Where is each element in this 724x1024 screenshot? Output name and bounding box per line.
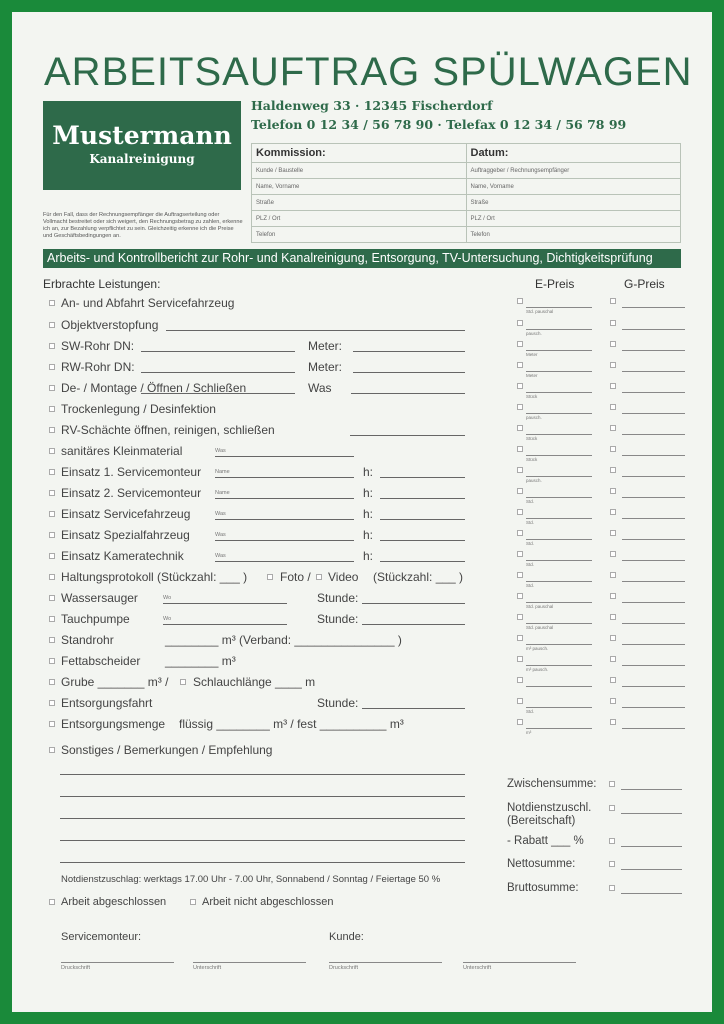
e-price-checkbox[interactable] bbox=[517, 467, 523, 473]
e-price-checkbox[interactable] bbox=[517, 677, 523, 683]
e-price-heading: E-Preis bbox=[535, 277, 575, 291]
photo-label: Foto / bbox=[280, 570, 311, 584]
service-label: Tauchpumpe bbox=[61, 612, 130, 626]
g-price-checkbox[interactable] bbox=[610, 677, 616, 683]
service-label: Standrohr bbox=[61, 633, 114, 647]
service-detail-caption: Wo bbox=[163, 616, 172, 622]
subtotal-checkbox[interactable] bbox=[609, 781, 615, 787]
service-checkbox[interactable] bbox=[49, 343, 55, 349]
g-price-line[interactable] bbox=[622, 350, 685, 351]
service-label: SW-Rohr DN: bbox=[61, 339, 135, 353]
g-price-line[interactable] bbox=[622, 623, 685, 624]
service-quantity-line[interactable] bbox=[362, 708, 465, 709]
service-inline-field[interactable]: ________ m³ (Verband: _______________ ) bbox=[165, 633, 402, 647]
service-technician-label: Servicemonteur: bbox=[61, 931, 142, 943]
service-row bbox=[12, 548, 712, 568]
discount-checkbox[interactable] bbox=[609, 838, 615, 844]
technician-sign-caption: Unterschrift bbox=[193, 965, 222, 971]
surcharge-line[interactable] bbox=[621, 813, 682, 814]
g-price-line[interactable] bbox=[622, 307, 685, 308]
service-row bbox=[12, 464, 712, 484]
subtotal-line[interactable] bbox=[621, 789, 682, 790]
e-price-checkbox[interactable] bbox=[517, 320, 523, 326]
service-checkbox[interactable] bbox=[49, 490, 55, 496]
e-price-unit: Meter bbox=[526, 373, 538, 378]
service-row bbox=[12, 443, 712, 463]
customer-print-caption: Druckschrift bbox=[329, 965, 359, 971]
logo-subtitle: Kanalreinigung bbox=[89, 152, 195, 166]
g-price-checkbox[interactable] bbox=[610, 635, 616, 641]
service-detail-caption: Was bbox=[215, 532, 226, 538]
service-quantity-line[interactable] bbox=[362, 624, 465, 625]
discount-label: - Rabatt ___ % bbox=[507, 835, 584, 847]
service-inline-field[interactable]: ________ m³ bbox=[165, 654, 236, 668]
e-price-unit: Std. bbox=[526, 520, 535, 525]
customer-sign-caption: Unterschrift bbox=[463, 965, 492, 971]
g-price-checkbox[interactable] bbox=[610, 383, 616, 389]
e-price-checkbox[interactable] bbox=[517, 593, 523, 599]
e-price-unit: m³ pausch. bbox=[526, 646, 549, 651]
video-label: Video bbox=[328, 570, 359, 584]
remark-line[interactable] bbox=[60, 862, 465, 863]
e-price-line[interactable] bbox=[526, 560, 592, 561]
client-street-field[interactable]: Straße bbox=[466, 195, 681, 211]
remark-line[interactable] bbox=[60, 774, 465, 775]
e-price-line[interactable] bbox=[526, 497, 592, 498]
service-quantity-line[interactable] bbox=[380, 540, 465, 541]
service-detail-line[interactable] bbox=[215, 519, 354, 520]
g-price-line[interactable] bbox=[622, 686, 685, 687]
e-price-checkbox[interactable] bbox=[517, 404, 523, 410]
service-quantity-label: Stunde: bbox=[317, 591, 359, 605]
service-checkbox[interactable] bbox=[49, 595, 55, 601]
service-detail-caption: Was bbox=[215, 553, 226, 559]
e-price-unit: pausch. bbox=[526, 415, 542, 420]
service-label: sanitäres Kleinmaterial bbox=[61, 444, 183, 458]
commission-field[interactable]: Kommission: bbox=[252, 144, 467, 163]
service-row bbox=[12, 590, 712, 610]
emergency-surcharge-note: Notdienstzuschlag: werktags 17.00 Uhr - 7.00 Uhr, Sonnabend / Sonntag / Feiertage 50 % bbox=[61, 874, 441, 885]
g-price-line[interactable] bbox=[622, 392, 685, 393]
e-price-unit: Meter bbox=[526, 352, 538, 357]
customer-street-field[interactable]: Straße bbox=[252, 195, 467, 211]
e-price-checkbox[interactable] bbox=[517, 425, 523, 431]
date-field[interactable]: Datum: bbox=[466, 144, 681, 163]
g-price-checkbox[interactable] bbox=[610, 698, 616, 704]
g-price-line[interactable] bbox=[622, 413, 685, 414]
service-row bbox=[12, 716, 712, 736]
e-price-unit: Std. bbox=[526, 562, 535, 567]
company-logo bbox=[43, 101, 241, 190]
e-price-checkbox[interactable] bbox=[517, 572, 523, 578]
service-quantity-line[interactable] bbox=[380, 477, 465, 478]
service-quantity-label: Meter: bbox=[308, 360, 343, 374]
service-row bbox=[12, 401, 712, 421]
net-total-label: Nettosumme: bbox=[507, 858, 576, 870]
g-price-line[interactable] bbox=[622, 371, 685, 372]
g-price-line[interactable] bbox=[622, 497, 685, 498]
e-price-line[interactable] bbox=[526, 350, 592, 351]
e-price-checkbox[interactable] bbox=[517, 656, 523, 662]
service-checkbox[interactable] bbox=[49, 721, 55, 727]
service-dn-line[interactable] bbox=[141, 351, 295, 352]
service-label: Einsatz Kameratechnik bbox=[61, 549, 184, 563]
g-price-checkbox[interactable] bbox=[610, 446, 616, 452]
net-total-checkbox[interactable] bbox=[609, 861, 615, 867]
e-price-unit: Std. bbox=[526, 583, 535, 588]
service-checkbox[interactable] bbox=[49, 448, 55, 454]
technician-print-caption: Druckschrift bbox=[61, 965, 91, 971]
e-price-checkbox[interactable] bbox=[517, 298, 523, 304]
e-price-unit: Stück bbox=[526, 394, 538, 399]
g-price-line[interactable] bbox=[622, 329, 685, 330]
e-price-unit: Std. pauschal bbox=[526, 625, 554, 630]
discount-line[interactable] bbox=[621, 846, 682, 847]
e-price-checkbox[interactable] bbox=[517, 551, 523, 557]
service-label: Haltungsprotokoll (Stückzahl: ___ ) bbox=[61, 570, 248, 584]
service-label: Einsatz Spezialfahrzeug bbox=[61, 528, 190, 542]
service-label: Sonstiges / Bemerkungen / Empfehlung bbox=[61, 743, 273, 757]
client-zip-field[interactable]: PLZ / Ort bbox=[466, 211, 681, 227]
video-checkbox[interactable] bbox=[316, 574, 322, 580]
client-info-table bbox=[251, 143, 681, 243]
client-field[interactable]: Auftraggeber / Rechnungsempfänger bbox=[466, 163, 681, 179]
g-price-checkbox[interactable] bbox=[610, 467, 616, 473]
service-row bbox=[12, 569, 712, 589]
work-not-completed-label: Arbeit nicht abgeschlossen bbox=[202, 896, 334, 908]
e-price-line[interactable] bbox=[526, 434, 592, 435]
service-quantity-label: h: bbox=[363, 528, 374, 542]
service-label: Trockenlegung / Desinfektion bbox=[61, 402, 216, 416]
e-price-line[interactable] bbox=[526, 455, 592, 456]
service-detail-line[interactable] bbox=[350, 435, 465, 436]
service-row bbox=[12, 317, 712, 337]
disclaimer-text: Für den Fall, dass der Rechnungsempfänger die Auftragserteilung oder Vollmacht bestreitet oder sich weigert, den Rechnungsbetrag zu zahlen, erkenne ich an, zur Bezahlung verpflichtet zu sein. Gleichzeitig erkenne ich die Preise und Geschäftsbedingungen an. bbox=[43, 212, 243, 239]
service-checkbox[interactable] bbox=[49, 658, 55, 664]
e-price-unit: Std. bbox=[526, 709, 535, 714]
e-price-checkbox[interactable] bbox=[517, 635, 523, 641]
service-label: De- / Montage / Öffnen / Schließen bbox=[61, 381, 247, 395]
g-price-line[interactable] bbox=[622, 539, 685, 540]
surcharge-checkbox[interactable] bbox=[609, 805, 615, 811]
service-label: Entsorgungsmenge bbox=[61, 717, 166, 731]
service-checkbox[interactable] bbox=[49, 322, 55, 328]
service-row bbox=[12, 422, 712, 442]
service-checkbox[interactable] bbox=[49, 511, 55, 517]
g-price-checkbox[interactable] bbox=[610, 488, 616, 494]
e-price-line[interactable] bbox=[526, 728, 592, 729]
g-price-checkbox[interactable] bbox=[610, 320, 616, 326]
service-label: Entsorgungsfahrt bbox=[61, 696, 153, 710]
e-price-checkbox[interactable] bbox=[517, 530, 523, 536]
service-label: Objektverstopfung bbox=[61, 318, 159, 332]
e-price-line[interactable] bbox=[526, 392, 592, 393]
e-price-unit: Std. pauschal bbox=[526, 604, 554, 609]
remark-line[interactable] bbox=[60, 796, 465, 797]
e-price-line[interactable] bbox=[526, 581, 592, 582]
e-price-checkbox[interactable] bbox=[517, 341, 523, 347]
work-completed-label: Arbeit abgeschlossen bbox=[61, 896, 167, 908]
service-label: Grube _______ m³ / bbox=[61, 675, 169, 689]
service-label: Einsatz 1. Servicemonteur bbox=[61, 465, 202, 479]
service-dn-line[interactable] bbox=[141, 393, 295, 394]
technician-print-line[interactable] bbox=[61, 962, 174, 963]
service-detail-caption: Name bbox=[215, 490, 230, 496]
remark-line[interactable] bbox=[60, 818, 465, 819]
service-detail-line[interactable] bbox=[215, 477, 354, 478]
service-detail-caption: Wo bbox=[163, 595, 172, 601]
service-checkbox[interactable] bbox=[49, 427, 55, 433]
customer-print-line[interactable] bbox=[329, 962, 442, 963]
e-price-unit: m³ pausch. bbox=[526, 667, 549, 672]
service-row bbox=[12, 632, 712, 652]
e-price-unit: pausch. bbox=[526, 331, 542, 336]
service-quantity-label: Stunde: bbox=[317, 696, 359, 710]
gross-total-line[interactable] bbox=[621, 893, 682, 894]
hose-length-field[interactable]: Schlauchlänge ____ m bbox=[193, 675, 316, 689]
net-total-line[interactable] bbox=[621, 869, 682, 870]
e-price-line[interactable] bbox=[526, 518, 592, 519]
service-checkbox[interactable] bbox=[49, 747, 55, 753]
e-price-checkbox[interactable] bbox=[517, 488, 523, 494]
service-row bbox=[12, 338, 712, 358]
service-row bbox=[12, 380, 712, 400]
video-count-field[interactable]: (Stückzahl: ___ ) bbox=[373, 570, 464, 584]
e-price-line[interactable] bbox=[526, 665, 592, 666]
customer-label: Kunde: bbox=[329, 931, 364, 943]
g-price-line[interactable] bbox=[622, 518, 685, 519]
e-price-line[interactable] bbox=[526, 707, 592, 708]
customer-site-field[interactable]: Kunde / Baustelle bbox=[252, 163, 467, 179]
g-price-line[interactable] bbox=[622, 455, 685, 456]
service-detail-line[interactable] bbox=[163, 624, 287, 625]
service-quantity-line[interactable] bbox=[351, 393, 465, 394]
service-label: Einsatz Servicefahrzeug bbox=[61, 507, 191, 521]
g-price-line[interactable] bbox=[622, 728, 685, 729]
hose-length-checkbox[interactable] bbox=[180, 679, 186, 685]
service-label: Fettabscheider bbox=[61, 654, 141, 668]
service-detail-line[interactable] bbox=[166, 330, 465, 331]
service-row bbox=[12, 295, 712, 315]
client-name-field[interactable]: Name, Vorname bbox=[466, 179, 681, 195]
e-price-line[interactable] bbox=[526, 307, 592, 308]
service-row bbox=[12, 359, 712, 379]
customer-phone-field[interactable]: Telefon bbox=[252, 227, 467, 243]
e-price-checkbox[interactable] bbox=[517, 698, 523, 704]
e-price-line[interactable] bbox=[526, 476, 592, 477]
service-detail-line[interactable] bbox=[163, 603, 287, 604]
g-price-line[interactable] bbox=[622, 602, 685, 603]
e-price-unit: Std. bbox=[526, 541, 535, 546]
surcharge-label: Notdienstzuschl. (Bereitschaft) bbox=[507, 802, 592, 827]
g-price-checkbox[interactable] bbox=[610, 719, 616, 725]
g-price-line[interactable] bbox=[622, 434, 685, 435]
e-price-line[interactable] bbox=[526, 329, 592, 330]
service-dn-line[interactable] bbox=[141, 372, 295, 373]
service-checkbox[interactable] bbox=[49, 385, 55, 391]
g-price-checkbox[interactable] bbox=[610, 572, 616, 578]
service-checkbox[interactable] bbox=[49, 616, 55, 622]
service-quantity-line[interactable] bbox=[380, 498, 465, 499]
report-banner: Arbeits- und Kontrollbericht zur Rohr- und Kanalreinigung, Entsorgung, TV-Untersuchung, Dichtigkeitsprüfung bbox=[43, 249, 681, 268]
service-detail-line[interactable] bbox=[215, 540, 354, 541]
service-detail-line[interactable] bbox=[215, 456, 354, 457]
service-label: Einsatz 2. Servicemonteur bbox=[61, 486, 202, 500]
service-checkbox[interactable] bbox=[49, 406, 55, 412]
e-price-checkbox[interactable] bbox=[517, 719, 523, 725]
gross-total-checkbox[interactable] bbox=[609, 885, 615, 891]
service-inline-field[interactable]: flüssig ________ m³ / fest __________ m³ bbox=[179, 717, 404, 731]
e-price-checkbox[interactable] bbox=[517, 446, 523, 452]
e-price-unit: Std. pauschal bbox=[526, 309, 554, 314]
g-price-checkbox[interactable] bbox=[610, 614, 616, 620]
g-price-checkbox[interactable] bbox=[610, 425, 616, 431]
service-checkbox[interactable] bbox=[49, 364, 55, 370]
service-checkbox[interactable] bbox=[49, 532, 55, 538]
service-row bbox=[12, 506, 712, 526]
service-row bbox=[12, 653, 712, 673]
e-price-line[interactable] bbox=[526, 623, 592, 624]
service-label: RV-Schächte öffnen, reinigen, schließen bbox=[61, 423, 275, 437]
service-row bbox=[12, 674, 712, 694]
service-checkbox[interactable] bbox=[49, 553, 55, 559]
g-price-line[interactable] bbox=[622, 665, 685, 666]
g-price-heading: G-Preis bbox=[624, 277, 665, 291]
g-price-line[interactable] bbox=[622, 644, 685, 645]
e-price-unit: Std. bbox=[526, 499, 535, 504]
service-detail-caption: Was bbox=[215, 511, 226, 517]
g-price-line[interactable] bbox=[622, 560, 685, 561]
service-detail-caption: Name bbox=[215, 469, 230, 475]
service-checkbox[interactable] bbox=[49, 637, 55, 643]
service-row bbox=[12, 527, 712, 547]
customer-zip-field[interactable]: PLZ / Ort bbox=[252, 211, 467, 227]
service-label: RW-Rohr DN: bbox=[61, 360, 135, 374]
service-row bbox=[12, 695, 712, 715]
work-not-completed-checkbox[interactable] bbox=[190, 899, 196, 905]
g-price-checkbox[interactable] bbox=[610, 404, 616, 410]
form-sheet bbox=[12, 12, 712, 1012]
g-price-checkbox[interactable] bbox=[610, 551, 616, 557]
service-quantity-label: h: bbox=[363, 465, 374, 479]
e-price-checkbox[interactable] bbox=[517, 614, 523, 620]
g-price-line[interactable] bbox=[622, 707, 685, 708]
service-row bbox=[12, 485, 712, 505]
service-detail-line[interactable] bbox=[215, 561, 354, 562]
g-price-line[interactable] bbox=[622, 476, 685, 477]
g-price-line[interactable] bbox=[622, 581, 685, 582]
e-price-unit: Stück bbox=[526, 436, 538, 441]
service-checkbox[interactable] bbox=[49, 700, 55, 706]
service-quantity-line[interactable] bbox=[380, 561, 465, 562]
service-quantity-label: Was bbox=[308, 381, 332, 395]
client-phone-field[interactable]: Telefon bbox=[466, 227, 681, 243]
g-price-checkbox[interactable] bbox=[610, 656, 616, 662]
g-price-checkbox[interactable] bbox=[610, 530, 616, 536]
e-price-checkbox[interactable] bbox=[517, 383, 523, 389]
g-price-checkbox[interactable] bbox=[610, 509, 616, 515]
form-title: ARBEITSAUFTRAG SPÜLWAGEN bbox=[44, 50, 693, 94]
service-label: An- und Abfahrt Servicefahrzeug bbox=[61, 296, 235, 310]
service-checkbox[interactable] bbox=[49, 300, 55, 306]
subtotal-label: Zwischensumme: bbox=[507, 778, 597, 790]
service-checkbox[interactable] bbox=[49, 574, 55, 580]
e-price-line[interactable] bbox=[526, 602, 592, 603]
logo-name: Mustermann bbox=[52, 121, 232, 150]
service-label: Wassersauger bbox=[61, 591, 138, 605]
e-price-line[interactable] bbox=[526, 686, 592, 687]
service-detail-line[interactable] bbox=[215, 498, 354, 499]
remark-line[interactable] bbox=[60, 840, 465, 841]
service-quantity-label: Meter: bbox=[308, 339, 343, 353]
service-quantity-label: Stunde: bbox=[317, 612, 359, 626]
service-quantity-line[interactable] bbox=[362, 603, 465, 604]
service-row bbox=[12, 611, 712, 631]
service-quantity-label: h: bbox=[363, 486, 374, 500]
g-price-checkbox[interactable] bbox=[610, 298, 616, 304]
e-price-checkbox[interactable] bbox=[517, 509, 523, 515]
company-phone: Telefon 0 12 34 / 56 78 90 · Telefax 0 12 34 / 56 78 99 bbox=[251, 117, 627, 132]
e-price-line[interactable] bbox=[526, 644, 592, 645]
e-price-checkbox[interactable] bbox=[517, 362, 523, 368]
company-address: Haldenweg 33 · 12345 Fischerdorf bbox=[251, 98, 493, 113]
service-checkbox[interactable] bbox=[49, 679, 55, 685]
service-quantity-label: h: bbox=[363, 549, 374, 563]
services-heading: Erbrachte Leistungen: bbox=[43, 277, 161, 291]
service-quantity-line[interactable] bbox=[353, 351, 465, 352]
work-completed-checkbox[interactable] bbox=[49, 899, 55, 905]
service-quantity-label: h: bbox=[363, 507, 374, 521]
customer-name-field[interactable]: Name, Vorname bbox=[252, 179, 467, 195]
e-price-line[interactable] bbox=[526, 371, 592, 372]
service-row bbox=[12, 742, 712, 762]
photo-checkbox[interactable] bbox=[267, 574, 273, 580]
g-price-checkbox[interactable] bbox=[610, 362, 616, 368]
gross-total-label: Bruttosumme: bbox=[507, 882, 579, 894]
e-price-unit: pausch. bbox=[526, 478, 542, 483]
technician-sign-line[interactable] bbox=[193, 962, 306, 963]
e-price-line[interactable] bbox=[526, 413, 592, 414]
e-price-unit: m³ bbox=[526, 730, 532, 735]
service-quantity-line[interactable] bbox=[353, 372, 465, 373]
e-price-unit: Stück bbox=[526, 457, 538, 462]
service-detail-caption: Was bbox=[215, 448, 226, 454]
customer-sign-line[interactable] bbox=[463, 962, 576, 963]
g-price-checkbox[interactable] bbox=[610, 593, 616, 599]
service-quantity-line[interactable] bbox=[380, 519, 465, 520]
g-price-checkbox[interactable] bbox=[610, 341, 616, 347]
e-price-line[interactable] bbox=[526, 539, 592, 540]
service-checkbox[interactable] bbox=[49, 469, 55, 475]
